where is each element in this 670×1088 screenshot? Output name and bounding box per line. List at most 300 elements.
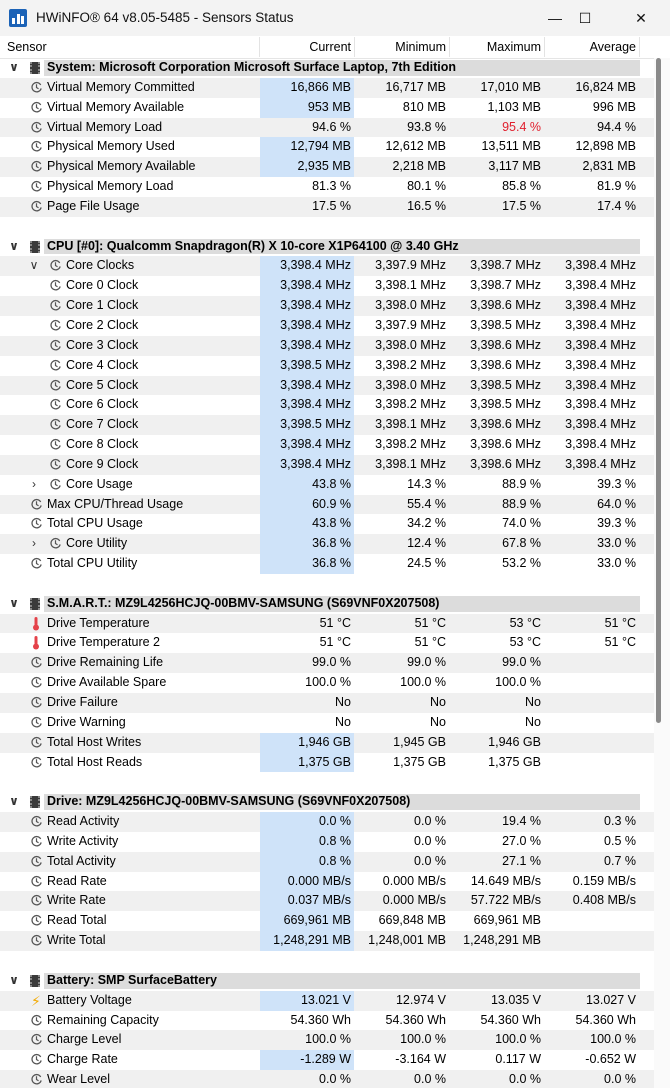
- minimize-button[interactable]: —: [548, 10, 562, 26]
- sensor-label: Core 5 Clock: [66, 377, 139, 392]
- sensor-label: Core Utility: [66, 536, 128, 551]
- current-value: 0.8 %: [319, 853, 351, 868]
- chip-icon: [30, 796, 40, 808]
- minimum-value: 2,218 MB: [392, 159, 446, 174]
- average-value: 0.5 %: [604, 833, 636, 848]
- sensor-gauge-icon: [49, 259, 62, 272]
- sensor-label: Core 9 Clock: [66, 456, 139, 471]
- average-value: 33.0 %: [597, 536, 636, 551]
- sensor-gauge-icon: [30, 934, 43, 947]
- column-header-minimum[interactable]: Minimum: [395, 40, 446, 54]
- sensor-label: Total CPU Utility: [47, 556, 138, 571]
- sensor-gauge-icon: [30, 1073, 43, 1086]
- sensor-row[interactable]: [0, 812, 654, 832]
- sensor-row[interactable]: [0, 891, 654, 911]
- current-value: 0.8 %: [319, 833, 351, 848]
- chip-icon: [30, 62, 40, 74]
- sensor-label: Drive Failure: [47, 695, 118, 709]
- sensor-gauge-icon: [30, 517, 43, 530]
- sensor-label: Core 3 Clock: [66, 337, 139, 352]
- minimum-value: 34.2 %: [407, 516, 446, 531]
- maximum-value: No: [525, 695, 541, 709]
- title-bar: [0, 0, 670, 37]
- minimum-value: 1,945 GB: [393, 734, 446, 749]
- maximum-value: 27.0 %: [502, 833, 541, 848]
- sensor-row[interactable]: [0, 316, 654, 336]
- window-title: HWiNFO® 64 v8.05-5485 - Sensors Status: [36, 10, 294, 25]
- current-value: 94.6 %: [312, 119, 351, 134]
- sensor-gauge-icon: [49, 279, 62, 292]
- current-value: 100.0 %: [305, 1032, 351, 1047]
- average-value: 16,824 MB: [575, 79, 636, 94]
- sensor-row[interactable]: [0, 653, 654, 673]
- sensor-label: Battery Voltage: [47, 992, 132, 1007]
- sensor-row[interactable]: [0, 137, 654, 157]
- average-value: 94.4 %: [597, 119, 636, 134]
- column-header-average[interactable]: Average: [589, 40, 636, 54]
- maximum-value: 1,946 GB: [488, 734, 541, 749]
- sensor-group-header[interactable]: [0, 237, 654, 257]
- average-value: 3,398.4 MHz: [565, 417, 636, 432]
- current-value: 81.3 %: [312, 179, 351, 194]
- sensor-row[interactable]: [0, 455, 654, 475]
- current-value: 51 °C: [319, 615, 351, 630]
- average-value: 2,831 MB: [582, 159, 636, 174]
- current-value: 1,375 GB: [298, 754, 351, 769]
- sensor-gauge-icon: [30, 914, 43, 927]
- sensor-row[interactable]: [0, 733, 654, 753]
- sensor-row[interactable]: [0, 1030, 654, 1050]
- minimum-value: 51 °C: [414, 615, 446, 630]
- sensor-row[interactable]: [0, 991, 654, 1011]
- sensor-row[interactable]: [0, 911, 654, 931]
- maximum-value: 100.0 %: [495, 675, 541, 690]
- average-value: 3,398.4 MHz: [565, 278, 636, 293]
- current-value: 54.360 Wh: [290, 1012, 351, 1027]
- sensor-gauge-icon: [30, 835, 43, 848]
- sensor-gauge-icon: [30, 81, 43, 94]
- sensor-list[interactable]: [0, 58, 654, 1088]
- sensor-row[interactable]: [0, 256, 654, 276]
- sensor-row[interactable]: [0, 872, 654, 892]
- sensor-row[interactable]: [0, 475, 654, 495]
- sensor-group-header[interactable]: [0, 971, 654, 991]
- maximum-value: 88.9 %: [502, 476, 541, 491]
- sensor-label: Total CPU Usage: [47, 516, 143, 531]
- sensor-gauge-icon: [30, 160, 43, 173]
- maximum-value: 3,398.7 MHz: [470, 278, 541, 293]
- group-title: CPU [#0]: Qualcomm Snapdragon(R) X 10-core X1P64100 @ 3.40 GHz: [47, 238, 459, 253]
- current-value: 36.8 %: [312, 556, 351, 571]
- sensor-gauge-icon: [30, 875, 43, 888]
- sensor-gauge-icon: [30, 676, 43, 689]
- maximum-value: 0.0 %: [509, 1072, 541, 1087]
- collapse-chevron-icon[interactable]: ∨: [9, 972, 19, 987]
- minimum-value: 24.5 %: [407, 556, 446, 571]
- column-header-sensor[interactable]: Sensor: [7, 40, 47, 54]
- sensor-row[interactable]: [0, 534, 654, 554]
- sensor-row[interactable]: [0, 554, 654, 574]
- sensor-label: Virtual Memory Available: [47, 99, 185, 114]
- sensor-gauge-icon: [30, 1033, 43, 1046]
- current-value: 1,248,291 MB: [273, 933, 351, 948]
- current-value: 1,946 GB: [298, 734, 351, 749]
- close-button[interactable]: ✕: [635, 9, 647, 26]
- sensor-row[interactable]: [0, 931, 654, 951]
- minimum-value: 80.1 %: [407, 179, 446, 194]
- average-value: 100.0 %: [590, 1032, 636, 1047]
- minimum-value: 12.4 %: [407, 536, 446, 551]
- average-value: 51 °C: [604, 635, 636, 650]
- sensor-gauge-icon: [49, 398, 62, 411]
- sensor-label: Physical Memory Load: [47, 179, 174, 194]
- collapse-chevron-icon[interactable]: ∨: [9, 238, 19, 253]
- sensor-gauge-icon: [30, 696, 43, 709]
- minimum-value: 16.5 %: [407, 198, 446, 213]
- current-value: 3,398.4 MHz: [280, 278, 351, 293]
- sensor-label: Core 6 Clock: [66, 397, 139, 412]
- sensor-row[interactable]: [0, 1070, 654, 1088]
- average-value: 81.9 %: [597, 179, 636, 194]
- average-value: 0.7 %: [604, 853, 636, 868]
- minimum-value: 100.0 %: [400, 675, 446, 690]
- minimum-value: 669,848 MB: [378, 913, 446, 928]
- sensor-label: Drive Warning: [47, 714, 126, 729]
- maximum-value: 53 °C: [509, 635, 541, 650]
- sensor-label: Drive Remaining Life: [47, 655, 164, 670]
- maximum-value: 53 °C: [509, 615, 541, 630]
- maximum-value: 100.0 %: [495, 1032, 541, 1047]
- sensor-row[interactable]: [0, 376, 654, 396]
- maximum-value: 74.0 %: [502, 516, 541, 531]
- sensor-gauge-icon: [30, 200, 43, 213]
- sensor-row[interactable]: [0, 296, 654, 316]
- group-spacer: [0, 951, 654, 971]
- maximum-value: 0.117 W: [495, 1052, 541, 1067]
- column-header-maximum[interactable]: Maximum: [486, 40, 541, 54]
- collapse-chevron-icon[interactable]: ∨: [9, 794, 19, 809]
- sensor-row[interactable]: [0, 197, 654, 217]
- collapse-chevron-icon[interactable]: ∨: [9, 595, 19, 610]
- maximum-value: 14.649 MB/s: [470, 873, 541, 888]
- current-value: 60.9 %: [312, 496, 351, 511]
- sensor-label: Core 1 Clock: [66, 298, 139, 313]
- collapse-chevron-icon[interactable]: ∨: [9, 60, 19, 74]
- average-value: 3,398.4 MHz: [565, 377, 636, 392]
- minimum-value: 0.000 MB/s: [382, 873, 446, 888]
- current-value: 953 MB: [307, 99, 351, 114]
- minimum-value: 0.0 %: [414, 853, 446, 868]
- current-value: 43.8 %: [312, 476, 351, 491]
- maximum-value: 27.1 %: [502, 853, 541, 868]
- group-spacer: [0, 217, 654, 237]
- maximum-value: 13,511 MB: [481, 139, 541, 154]
- chip-icon: [30, 975, 40, 987]
- current-value: 0.0 %: [319, 1072, 351, 1087]
- average-value: 17.4 %: [597, 198, 636, 213]
- maximum-value: 3,398.6 MHz: [470, 298, 541, 313]
- sensor-label: Virtual Memory Committed: [47, 79, 195, 94]
- sensor-gauge-icon: [49, 438, 62, 451]
- maximum-value: 3,398.5 MHz: [470, 377, 541, 392]
- current-value: 3,398.4 MHz: [280, 337, 351, 352]
- minimum-value: 93.8 %: [407, 119, 446, 134]
- current-value: 17.5 %: [312, 198, 351, 213]
- maximum-value: 3,398.6 MHz: [470, 357, 541, 372]
- maximum-value: 54.360 Wh: [480, 1012, 541, 1027]
- maximum-value: 1,103 MB: [487, 99, 541, 114]
- minimum-value: 3,397.9 MHz: [375, 258, 446, 273]
- sensor-label: Core Usage: [66, 476, 133, 491]
- current-value: 36.8 %: [312, 536, 351, 551]
- sensor-label: Max CPU/Thread Usage: [47, 496, 184, 511]
- sensor-gauge-icon: [30, 1053, 43, 1066]
- sensor-gauge-icon: [49, 299, 62, 312]
- sensor-gauge-icon: [30, 894, 43, 907]
- minimum-value: 12.974 V: [395, 992, 446, 1007]
- current-value: 0.037 MB/s: [287, 893, 351, 908]
- current-value: 2,935 MB: [297, 159, 351, 174]
- sensor-label: Drive Temperature 2: [47, 635, 161, 650]
- sensor-gauge-icon: [30, 736, 43, 749]
- maximum-value: 1,375 GB: [488, 754, 541, 769]
- sensor-label: Virtual Memory Load: [47, 119, 163, 134]
- minimum-value: 3,398.0 MHz: [375, 337, 446, 352]
- column-header-row: [0, 36, 670, 59]
- average-value: 13.027 V: [585, 992, 636, 1007]
- sensor-label: Core Clocks: [66, 258, 135, 273]
- average-value: 64.0 %: [597, 496, 636, 511]
- current-value: 12,794 MB: [290, 139, 351, 154]
- current-value: 100.0 %: [305, 675, 351, 690]
- group-title: System: Microsoft Corporation Microsoft Surface Laptop, 7th Edition: [47, 60, 457, 74]
- sensor-row[interactable]: [0, 415, 654, 435]
- current-value: 3,398.4 MHz: [280, 377, 351, 392]
- sensor-row[interactable]: [0, 673, 654, 693]
- maximum-value: 3,398.5 MHz: [470, 397, 541, 412]
- average-value: -0.652 W: [585, 1052, 636, 1067]
- sensor-row[interactable]: [0, 336, 654, 356]
- current-value: 0.0 %: [319, 814, 351, 829]
- average-value: 3,398.4 MHz: [565, 337, 636, 352]
- sensor-row[interactable]: [0, 852, 654, 872]
- minimum-value: 3,398.0 MHz: [375, 298, 446, 313]
- average-value: 996 MB: [592, 99, 636, 114]
- maximum-value: 669,961 MB: [473, 913, 541, 928]
- group-spacer: [0, 772, 654, 792]
- sensor-gauge-icon: [49, 339, 62, 352]
- sensor-row[interactable]: [0, 395, 654, 415]
- maximum-value: 19.4 %: [502, 814, 541, 829]
- minimum-value: 54.360 Wh: [385, 1012, 446, 1027]
- sensor-label: Core 4 Clock: [66, 357, 139, 372]
- sensor-gauge-icon: [30, 101, 43, 114]
- sensor-label: Total Activity: [47, 853, 116, 868]
- sensor-label: Remaining Capacity: [47, 1012, 159, 1027]
- sensor-gauge-icon: [30, 656, 43, 669]
- average-value: 33.0 %: [597, 556, 636, 571]
- maximum-value: 3,398.6 MHz: [470, 456, 541, 471]
- minimum-value: 3,398.1 MHz: [375, 417, 446, 432]
- scrollbar-thumb[interactable]: [656, 58, 661, 723]
- minimum-value: 51 °C: [414, 635, 446, 650]
- sensor-label: Wear Level: [47, 1072, 110, 1087]
- current-value: 3,398.5 MHz: [280, 417, 351, 432]
- sensor-gauge-icon: [49, 418, 62, 431]
- maximum-value: 57.722 MB/s: [470, 893, 541, 908]
- average-value: 3,398.4 MHz: [565, 317, 636, 332]
- sensor-gauge-icon: [30, 716, 43, 729]
- sensor-gauge-icon: [30, 815, 43, 828]
- minimum-value: 810 MB: [402, 99, 446, 114]
- chip-icon: [30, 241, 40, 253]
- sensor-group-header[interactable]: [0, 58, 654, 78]
- sensor-label: Total Host Reads: [47, 754, 143, 769]
- chip-icon: [30, 598, 40, 610]
- sensor-row[interactable]: [0, 693, 654, 713]
- sensor-label: Write Total: [47, 933, 106, 948]
- current-value: 3,398.4 MHz: [280, 317, 351, 332]
- minimum-value: 12,612 MB: [385, 139, 446, 154]
- maximum-value: 3,117 MB: [488, 159, 541, 174]
- sensor-gauge-icon: [49, 319, 62, 332]
- current-value: 0.000 MB/s: [287, 873, 351, 888]
- sensor-label: Drive Temperature: [47, 615, 150, 630]
- average-value: 54.360 Wh: [575, 1012, 636, 1027]
- sensor-row[interactable]: [0, 78, 654, 98]
- maximum-value: No: [525, 714, 541, 729]
- sensor-row[interactable]: [0, 356, 654, 376]
- sensor-label: Page File Usage: [47, 198, 140, 213]
- group-title: S.M.A.R.T.: MZ9L4256HCJQ-00BMV-SAMSUNG (S69VNF0X207508): [47, 595, 440, 610]
- maximum-value: 53.2 %: [502, 556, 541, 571]
- sensor-gauge-icon: [30, 557, 43, 570]
- collapse-chevron-icon[interactable]: ∨: [29, 258, 39, 273]
- current-value: 51 °C: [319, 635, 351, 650]
- maximum-value: 67.8 %: [502, 536, 541, 551]
- minimum-value: 3,398.2 MHz: [375, 357, 446, 372]
- current-value: 3,398.5 MHz: [280, 357, 351, 372]
- sensor-label: Read Total: [47, 913, 107, 928]
- sensor-row[interactable]: [0, 753, 654, 773]
- minimum-value: 16,717 MB: [385, 79, 446, 94]
- sensor-row[interactable]: [0, 514, 654, 534]
- group-spacer: [0, 574, 654, 594]
- sensor-gauge-icon: [30, 121, 43, 134]
- sensor-group-header[interactable]: [0, 792, 654, 812]
- average-value: 0.0 %: [604, 1072, 636, 1087]
- sensor-gauge-icon: [49, 359, 62, 372]
- sensor-label: Read Activity: [47, 814, 120, 829]
- sensor-label: Drive Available Spare: [47, 675, 167, 690]
- minimum-value: 0.0 %: [414, 833, 446, 848]
- sensor-gauge-icon: [30, 180, 43, 193]
- maximum-value: 1,248,291 MB: [463, 933, 541, 948]
- sensor-gauge-icon: [49, 458, 62, 471]
- sensor-row[interactable]: [0, 118, 654, 138]
- sensor-label: Total Host Writes: [47, 734, 142, 749]
- current-value: 16,866 MB: [290, 79, 351, 94]
- minimum-value: No: [430, 714, 446, 729]
- minimum-value: 100.0 %: [400, 1032, 446, 1047]
- sensor-row[interactable]: [0, 1050, 654, 1070]
- sensor-label: Physical Memory Available: [47, 159, 196, 174]
- average-value: 3,398.4 MHz: [565, 357, 636, 372]
- minimum-value: 3,398.2 MHz: [375, 437, 446, 452]
- minimum-value: 3,397.9 MHz: [375, 317, 446, 332]
- minimum-value: 3,398.1 MHz: [375, 278, 446, 293]
- current-value: -1.289 W: [300, 1052, 351, 1067]
- sensor-row[interactable]: [0, 614, 654, 634]
- sensor-row[interactable]: [0, 832, 654, 852]
- current-value: 3,398.4 MHz: [280, 258, 351, 273]
- current-value: 43.8 %: [312, 516, 351, 531]
- sensor-label: Core 2 Clock: [66, 317, 139, 332]
- maximum-value: 13.035 V: [490, 992, 541, 1007]
- sensor-gauge-icon: [30, 498, 43, 511]
- sensor-row[interactable]: [0, 177, 654, 197]
- thermometer-icon: [32, 616, 40, 631]
- average-value: 39.3 %: [597, 476, 636, 491]
- sensor-row[interactable]: [0, 435, 654, 455]
- current-value: 3,398.4 MHz: [280, 437, 351, 452]
- sensor-gauge-icon: [30, 756, 43, 769]
- sensor-row[interactable]: [0, 495, 654, 515]
- current-value: No: [335, 695, 351, 709]
- average-value: 3,398.4 MHz: [565, 456, 636, 471]
- sensor-label: Write Activity: [47, 833, 119, 848]
- maximum-value: 88.9 %: [502, 496, 541, 511]
- group-title: Drive: MZ9L4256HCJQ-00BMV-SAMSUNG (S69VNF0X207508): [47, 794, 411, 809]
- current-value: 3,398.4 MHz: [280, 298, 351, 313]
- hwinfo-app-icon[interactable]: [9, 9, 27, 27]
- current-value: 13.021 V: [300, 992, 351, 1007]
- expand-chevron-icon[interactable]: ›: [32, 476, 36, 491]
- maximum-value: 3,398.5 MHz: [470, 317, 541, 332]
- maximum-value: 17.5 %: [502, 198, 541, 213]
- current-value: 669,961 MB: [283, 913, 351, 928]
- sensor-row[interactable]: [0, 98, 654, 118]
- average-value: 3,398.4 MHz: [565, 258, 636, 273]
- expand-chevron-icon[interactable]: ›: [32, 536, 36, 551]
- sensor-gauge-icon: [30, 1014, 43, 1027]
- sensor-row[interactable]: [0, 276, 654, 296]
- current-value: 3,398.4 MHz: [280, 456, 351, 471]
- current-value: 99.0 %: [312, 655, 351, 670]
- sensor-gauge-icon: [49, 537, 62, 550]
- maximum-value: 3,398.7 MHz: [470, 258, 541, 273]
- group-title: Battery: SMP SurfaceBattery: [47, 972, 217, 987]
- minimum-value: 3,398.2 MHz: [375, 397, 446, 412]
- current-value: 3,398.4 MHz: [280, 397, 351, 412]
- column-header-current[interactable]: Current: [309, 40, 351, 54]
- sensor-label: Read Rate: [47, 873, 107, 888]
- average-value: 3,398.4 MHz: [565, 437, 636, 452]
- maximize-button[interactable]: ☐: [578, 9, 592, 26]
- minimum-value: No: [430, 695, 446, 709]
- minimum-value: 1,375 GB: [393, 754, 446, 769]
- sensor-row[interactable]: [0, 157, 654, 177]
- sensor-row[interactable]: [0, 1011, 654, 1031]
- thermometer-icon: [32, 635, 40, 650]
- sensor-label: Core 8 Clock: [66, 437, 139, 452]
- minimum-value: 0.0 %: [414, 814, 446, 829]
- minimum-value: 99.0 %: [407, 655, 446, 670]
- sensor-group-header[interactable]: [0, 594, 654, 614]
- average-value: 51 °C: [604, 615, 636, 630]
- sensor-row[interactable]: [0, 633, 654, 653]
- sensor-row[interactable]: [0, 713, 654, 733]
